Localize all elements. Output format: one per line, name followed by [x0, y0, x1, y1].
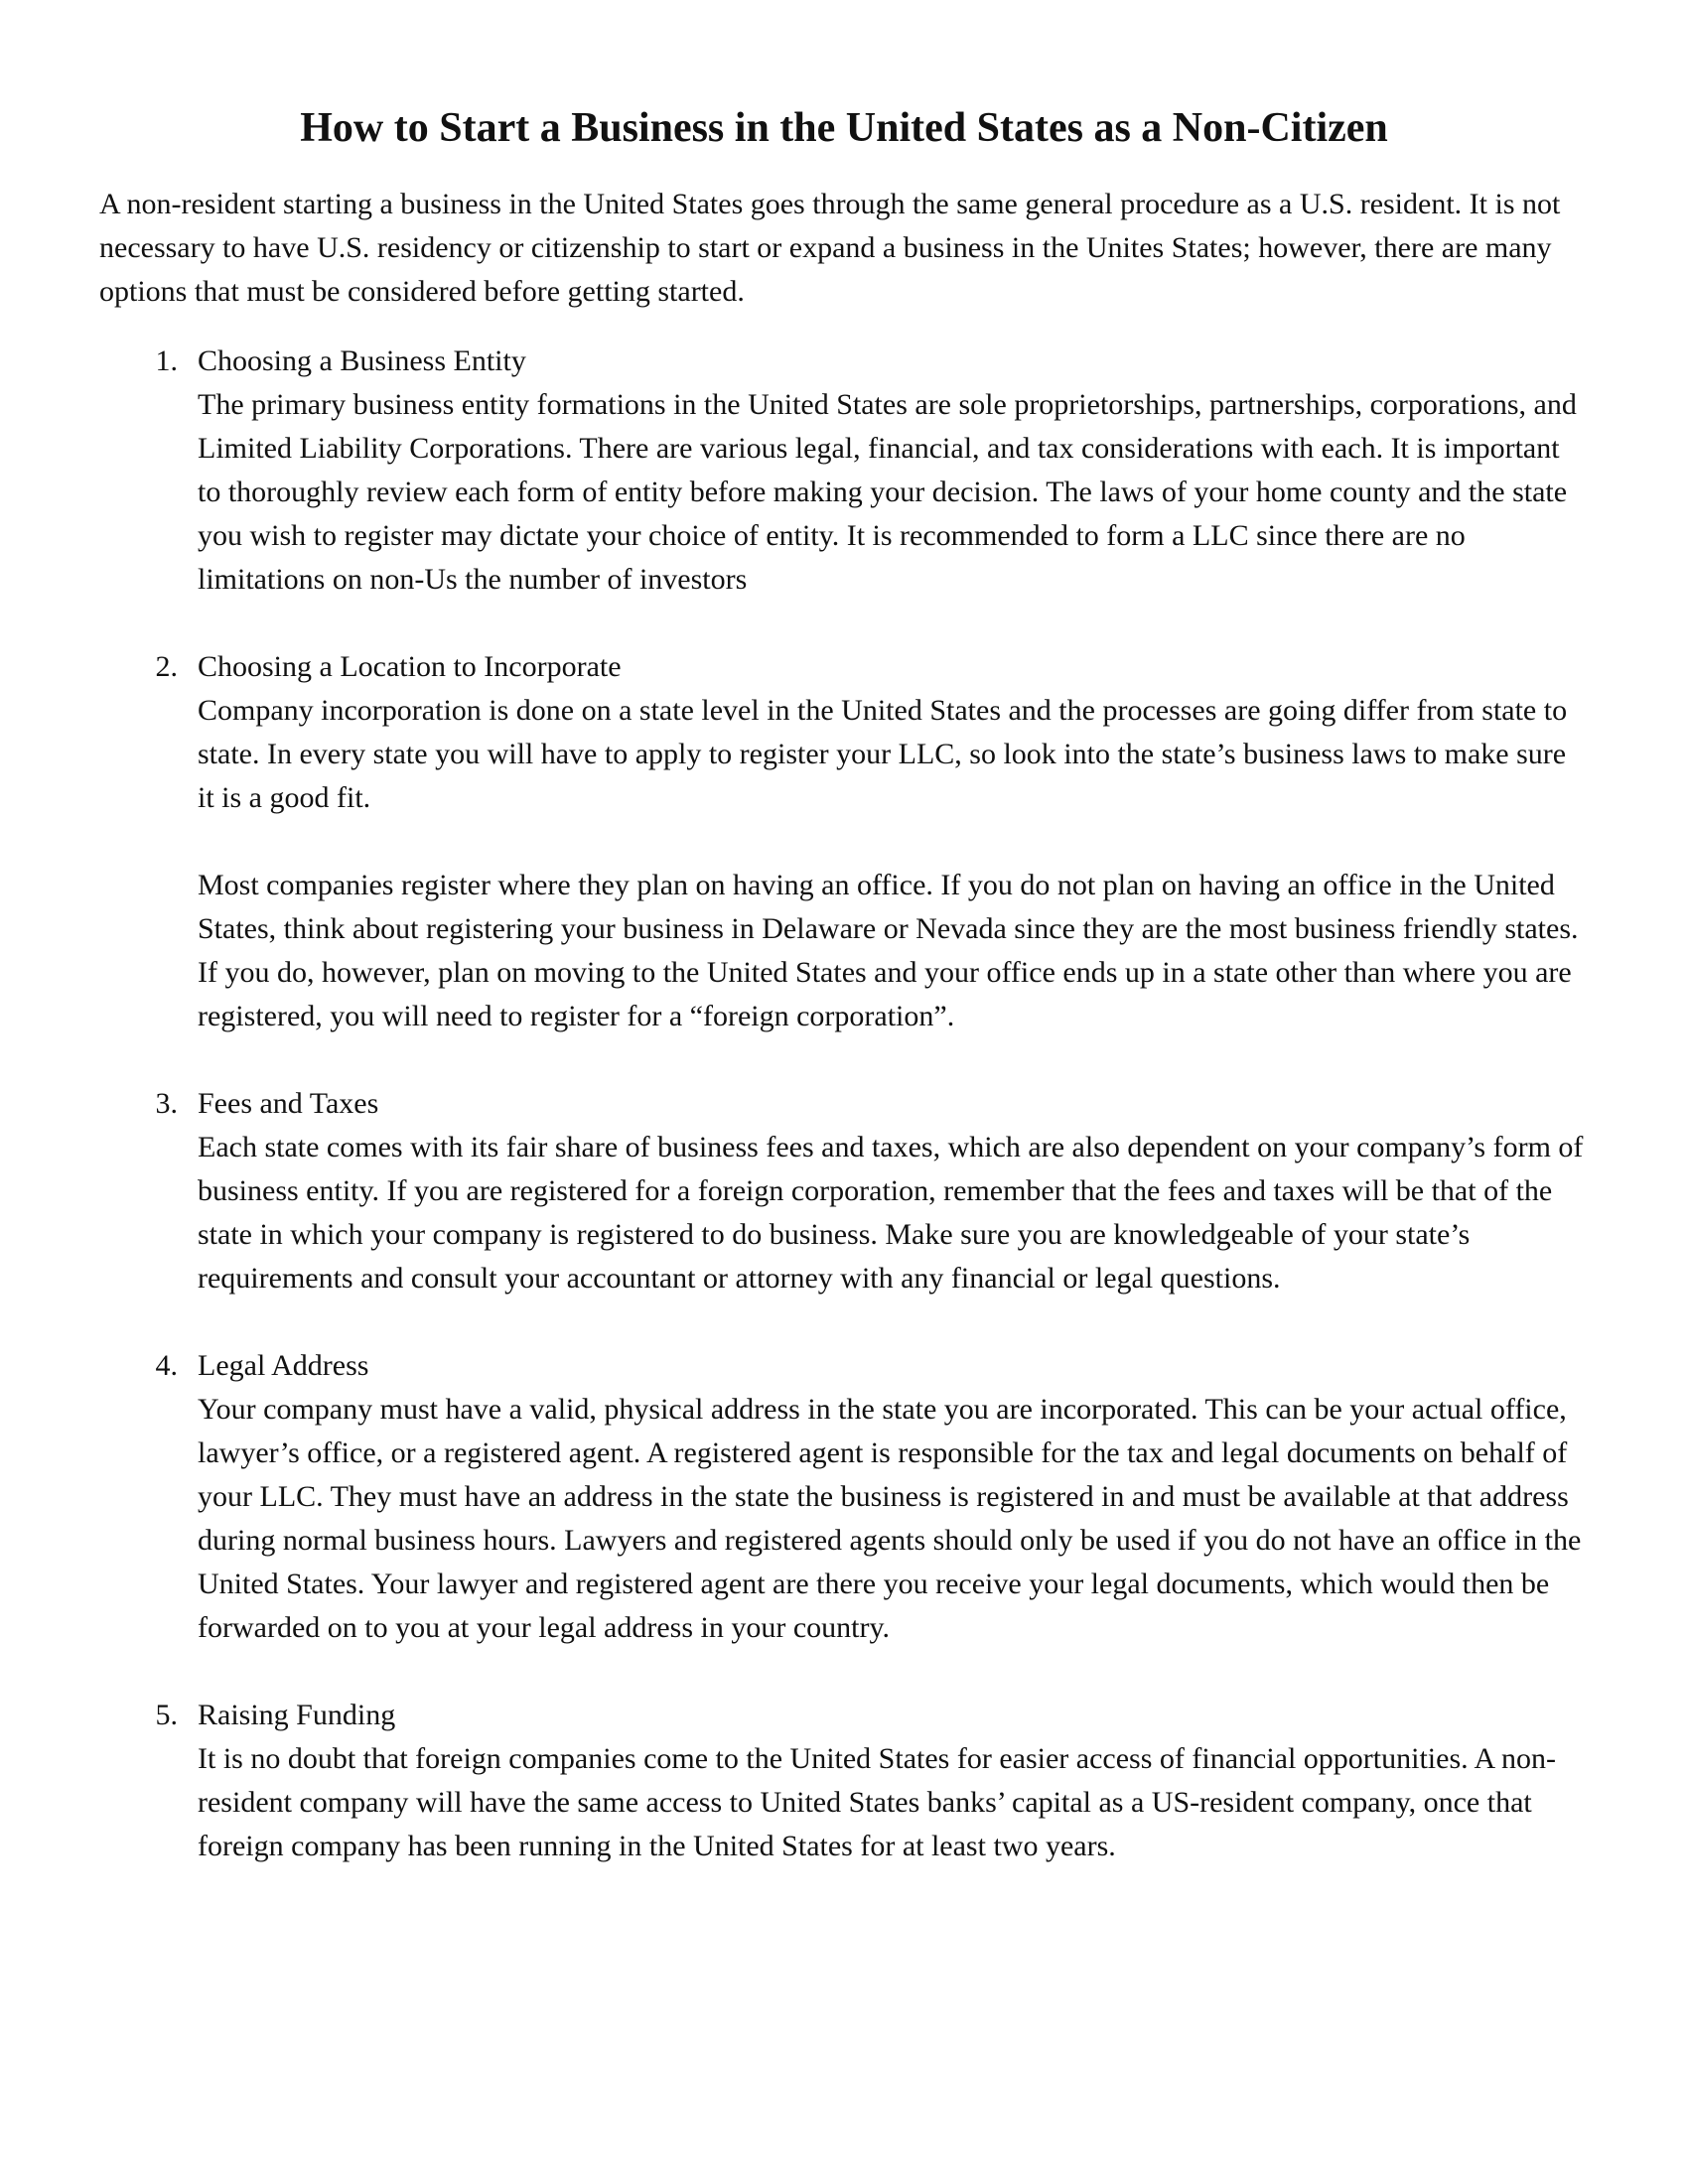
section-content [198, 645, 1589, 1038]
section-heading: Fees and Taxes [198, 1087, 379, 1121]
section-item [99, 645, 1589, 1038]
section-number: 4. [155, 1349, 178, 1383]
section-item [99, 1694, 1589, 1868]
document-page [99, 103, 1589, 1912]
section-paragraph: Most companies register where they plan on having an office. If you do not plan on having an office in the United States, think about registering your business in Delaware or Nevada since they are the most business friendly states. If you do, however, plan on moving to the United States and your office ends up in a state other than where you are registered, you will need to register for a “foreign corporation”. [198, 869, 1579, 1033]
section-content [198, 340, 1589, 602]
section-heading: Choosing a Location to Incorporate [198, 650, 622, 684]
section-paragraph: Your company must have a valid, physical address in the state you are incorporated. This can be your actual office, lawyer’s office, or a registered agent. A registered agent is responsible for the tax and legal documents on behalf of your LLC. They must have an address in the state the business is registered in and must be available at that address during normal business hours. Lawyers and registered agents should only be used if you do not have an office in the United States. Your lawyer and registered agent are there you receive your legal documents, which would then be forwarded on to you at your legal address in your country. [198, 1393, 1582, 1645]
section-paragraph: It is no doubt that foreign companies come to the United States for easier access of financial opportunities. A non-resident company will have the same access to United States banks’ capital as a US-resident company, once that foreign company has been running in the United States for at least two years. [198, 1742, 1556, 1863]
section-heading: Raising Funding [198, 1699, 396, 1732]
section-number: 1. [155, 344, 178, 378]
section-paragraph: Company incorporation is done on a state level in the United States and the processes are going differ from state to state. In every state you will have to apply to register your LLC, so look into the state’s business laws to make sure it is a good fit. [198, 694, 1568, 815]
document-title: How to Start a Business in the United States as a Non-Citizen [300, 105, 1388, 151]
section-paragraph: The primary business entity formations in the United States are sole proprietorships, partnerships, corporations, and Limited Liability Corporations. There are various legal, financial, and tax considerations with each. It is important to thoroughly review each form of entity before making your decision. The laws of your home county and the state you wish to register may dictate your choice of entity. It is recommended to form a LLC since there are no limitations on non-Us the number of investors [198, 388, 1577, 597]
section-item [99, 340, 1589, 602]
section-number: 5. [155, 1699, 178, 1732]
section-paragraph: Each state comes with its fair share of business fees and taxes, which are also dependent on your company’s form of business entity. If you are registered for a foreign corporation, remember that the fees and taxes will be that of the state in which your company is registered to do business. Make sure you are knowledgeable of your state’s requirements and consult your accountant or attorney with any financial or legal questions. [198, 1131, 1584, 1296]
section-item [99, 1082, 1589, 1300]
section-number: 3. [155, 1087, 178, 1121]
section-heading: Choosing a Business Entity [198, 344, 526, 378]
section-content [198, 1694, 1589, 1868]
section-item [99, 1344, 1589, 1650]
section-content [198, 1344, 1589, 1650]
section-number: 2. [155, 650, 178, 684]
intro-paragraph: A non-resident starting a business in the United States goes through the same general procedure as a U.S. resident. It is not necessary to have U.S. residency or citizenship to start or expand a business in the Unites States; however, there are many options that must be considered before getting started. [99, 188, 1561, 309]
section-heading: Legal Address [198, 1349, 369, 1383]
section-content [198, 1082, 1589, 1300]
section-list [99, 340, 1589, 1868]
